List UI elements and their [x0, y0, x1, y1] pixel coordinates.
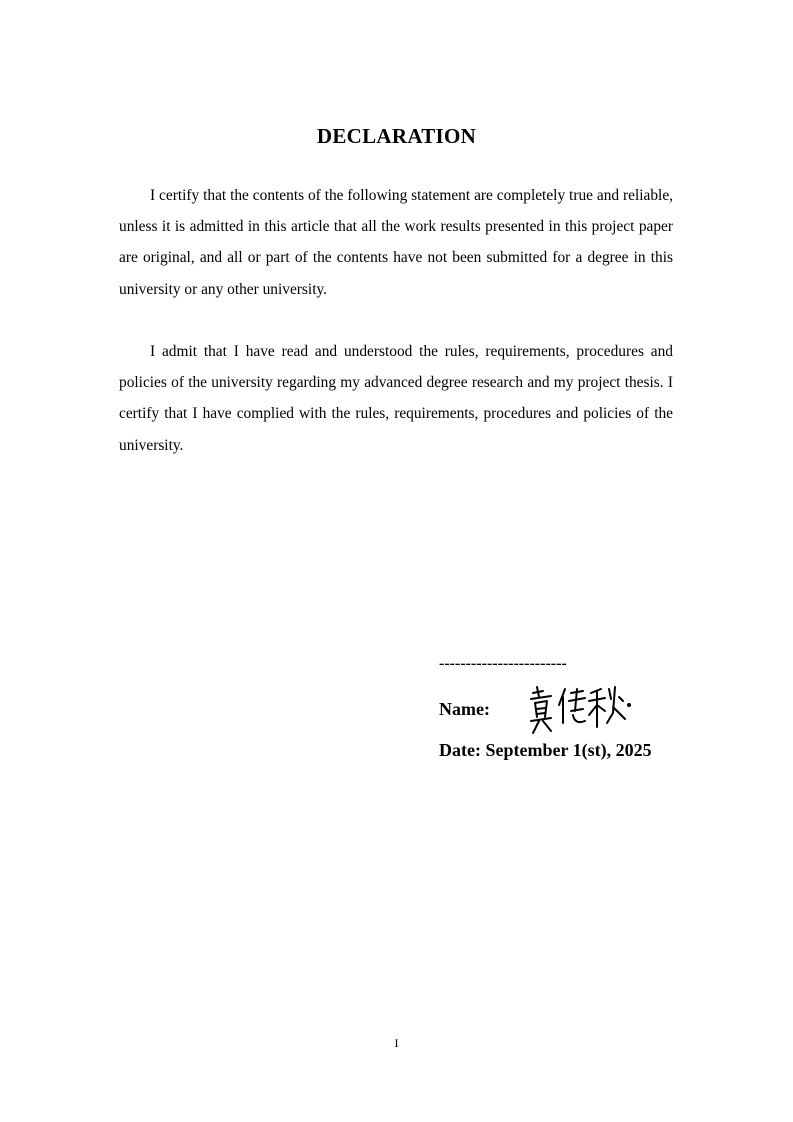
page-title: DECLARATION: [316, 124, 477, 148]
page-number: I: [394, 1036, 399, 1050]
date-line: Date: September 1(st), 2025: [439, 740, 652, 760]
signature-line: ------------------------: [439, 655, 567, 672]
name-row: [439, 699, 490, 720]
name-label: Name:: [439, 699, 490, 719]
certify-paragraph: I certify that the contents of the following statement are completely true and reliable, unless it is admitted in this article that all the work results presented in this project paper are original, and all or part of the contents have not been submitted for a degree in this university or any other university.: [119, 187, 673, 298]
admit-paragraph: I admit that I have read and understood the rules, requirements, procedures and policies of the university regarding my advanced degree research and my project thesis. I certify that I have complied with the rules, requirements, procedures and policies of the university.: [119, 343, 673, 454]
handwritten-signature: [525, 683, 633, 741]
